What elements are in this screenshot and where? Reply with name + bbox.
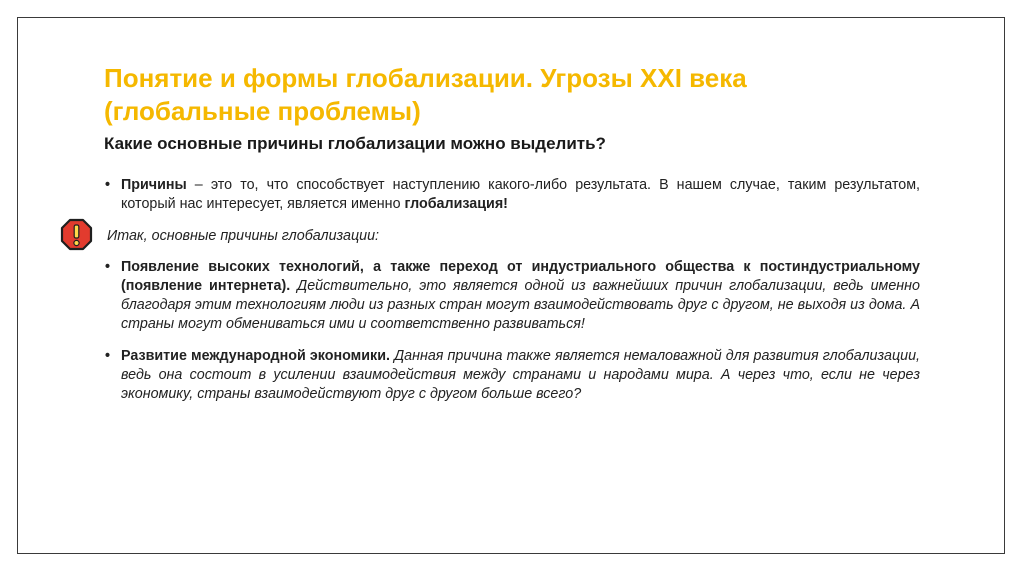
exclamation-warning-icon	[59, 217, 94, 252]
bullet-marker: •	[105, 348, 111, 364]
slide-subtitle: Какие основные причины глобализации можно выделить?	[104, 134, 606, 153]
term-globalization: глобализация!	[404, 196, 508, 212]
bullet-item-technologies	[104, 258, 920, 334]
intro-note: Итак, основные причины глобализации:	[107, 228, 380, 244]
economy-explanation: Данная причина также является немаловажной для развития глобализации, ведь она состоит в усилении взаимодействия между странами и народами мира. А через что, если не через экономику, страны взаимодействуют друг с другом больше всего?	[121, 348, 920, 402]
bullet-item-economy	[104, 347, 920, 404]
bullet-marker: •	[105, 177, 111, 193]
bullet-marker: •	[105, 259, 111, 275]
technologies-heading: Появление высоких технологий, а также переход от индустриального общества к постиндустриальному (появление интернета).	[121, 259, 920, 294]
slide-title: Понятие и формы глобализации. Угрозы XXI века (глобальные проблемы)	[104, 63, 747, 126]
slide-content	[104, 176, 920, 404]
bullet-item-causes	[104, 176, 920, 214]
technologies-explanation: Действительно, это является одной из важнейших причин глобализации, ведь именно благодаря этим технологиям люди из разных стран могут взаимодействовать друг с другом, не выходя из дома. А страны могут обмениваться ими и соответственно развиваться!	[121, 278, 920, 332]
term-causes: Причины	[121, 177, 187, 193]
economy-heading: Развитие международной экономики.	[121, 348, 390, 364]
causes-definition: – это то, что способствует наступлению какого-либо результата. В нашем случае, таким результатом, который нас интересует, является именно	[121, 177, 920, 212]
